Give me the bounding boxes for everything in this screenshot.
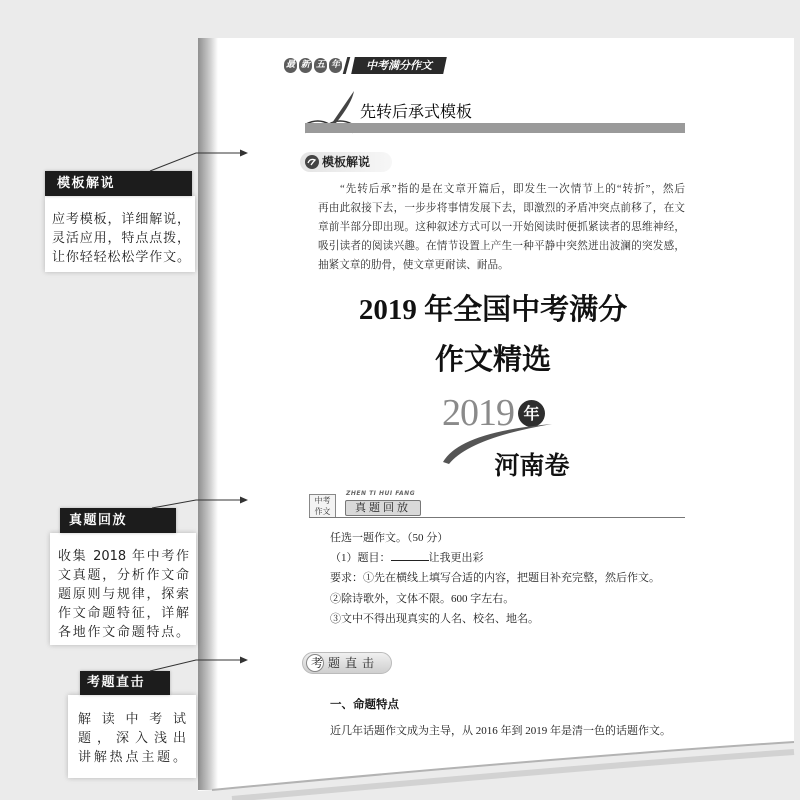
callout-line: 让你轻轻松松学作文。 [52, 250, 190, 265]
template-explain-header [300, 152, 392, 172]
page-binding-shadow [198, 38, 218, 790]
exam-prompt-suffix: 让我更出彩 [428, 552, 484, 564]
callout-label-template-explain: 模板解说 [45, 171, 192, 196]
callout-label-exam-analysis: 考题直击 [80, 671, 170, 695]
template-title: 先转后承式模板 [360, 102, 473, 121]
quill-shape [332, 91, 354, 123]
exam-section-label: 真题回放 [345, 500, 421, 516]
callout-line: 作文命题特征，详解 [58, 606, 189, 621]
template-paragraph-line: 再由此叙接下去，一步步将事情发展下去，即激烈的矛盾冲突点前移了，在文 [318, 203, 685, 214]
analysis-section-header [302, 652, 392, 674]
exam-prompt-prefix: （1）题目： [330, 552, 391, 564]
series-char: 五 [314, 58, 327, 73]
template-paragraph-line: “先转后承”指的是在文章开篇后，即发生一次情节上的“转折”，然后 [340, 184, 685, 195]
series-chips [284, 58, 342, 73]
analysis-section-label: 考题直击 [311, 656, 380, 670]
title-underline-bar [305, 123, 685, 133]
series-title: 中考满分作文 [366, 59, 432, 72]
exam-requirement: ③文中不得出现真实的人名、校名、地名。 [330, 613, 539, 625]
exam-instruction: 任选一题作文。（50 分） [330, 532, 449, 544]
fill-in-blank-line [391, 549, 429, 561]
callout-line: 题原则与规律，探索 [58, 587, 189, 602]
template-explain-label: 模板解说 [322, 155, 371, 169]
swirl-icon [305, 155, 319, 169]
feature-title-line1: 2019 年全国中考满分 [358, 294, 628, 326]
exam-prompt [330, 549, 484, 568]
analysis-text: 近几年话题作文成为主导，从 2016 年到 2019 年是清一色的话题作文。 [330, 725, 671, 737]
analysis-subheading: 一、命题特点 [330, 699, 399, 711]
year-digits: 2019 [442, 392, 514, 434]
exam-requirement: ②除诗歌外，文体不限。600 字左右。 [330, 593, 515, 605]
exam-badge [309, 494, 336, 518]
year-char-circle: 年 [518, 400, 545, 427]
swirl-icon-circle [305, 155, 319, 169]
callout-text-exam-analysis [78, 710, 186, 767]
callout-line: 解读中考试 [78, 712, 186, 727]
exam-badge-line2: 作文 [314, 506, 331, 516]
series-char: 年 [329, 58, 342, 73]
callout-label-exam-review: 真题回放 [60, 508, 176, 533]
template-paragraph-line: 章前半部分即出现。这种叙述方式可以一开始阅读时便抓紧读者的思维神经， [318, 222, 685, 233]
template-paragraph-line: 抽紧文章的肋骨，使文章更耐读、耐品。 [318, 260, 509, 271]
exam-badge-line1: 中考 [314, 496, 331, 505]
callout-line: 文真题，分析作文命 [58, 568, 189, 583]
region-title: 河南卷 [494, 451, 570, 480]
exam-pinyin: ZHEN TI HUI FANG [346, 490, 416, 497]
callout-line: 讲解热点主题。 [78, 750, 186, 765]
callout-line: 各地作文命题特点。 [58, 625, 189, 640]
exam-requirement: 要求：①先在横线上填写合适的内容，把题目补充完整，然后作文。 [330, 572, 660, 584]
callout-text-exam-review [58, 547, 189, 642]
exam-section-rule [309, 517, 685, 518]
callout-text-template-explain [52, 210, 190, 267]
feature-title-line2: 作文精选 [434, 344, 551, 376]
series-char: 最 [284, 58, 297, 73]
callout-line: 题，深入浅出 [78, 731, 186, 746]
series-title-banner [351, 57, 447, 74]
callout-line: 应考模板，详细解说， [52, 212, 190, 227]
series-char: 新 [299, 58, 312, 73]
callout-line: 收集 2018 年中考作 [58, 549, 189, 564]
callout-line: 灵活应用，特点点拨， [52, 231, 190, 246]
template-paragraph-line: 吸引读者的阅读兴趣。在情节设置上产生一种平静中突然迸出波澜的突发感， [318, 241, 685, 252]
